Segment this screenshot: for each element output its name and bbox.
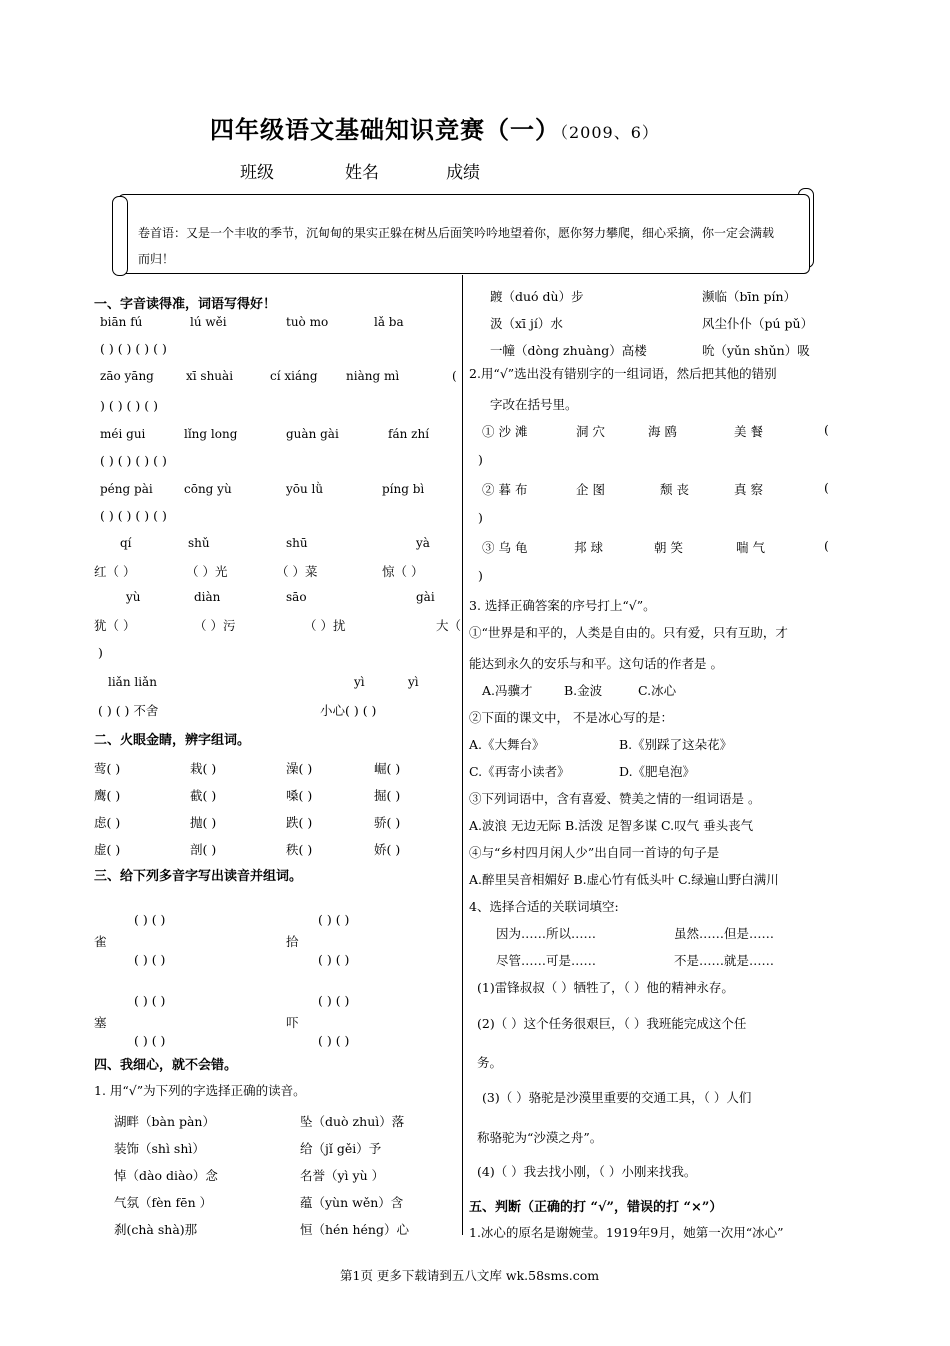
class-label: 班级 (240, 163, 274, 183)
fill-row[interactable] (94, 616, 462, 634)
option[interactable]: B.《别踩了这朵花》 (619, 737, 733, 752)
polyphone-char: 拾 (286, 934, 299, 949)
choice-item[interactable]: 给（jǐ gěi）予 (300, 1141, 382, 1156)
pinyin: péng pài (100, 482, 153, 496)
grid-cell[interactable]: 截( ) (190, 788, 217, 803)
grid-cell[interactable]: 剖( ) (190, 842, 217, 857)
pinyin-row (100, 315, 404, 329)
conjunction: 不是……就是…… (674, 953, 775, 968)
grid-cell[interactable]: 娇( ) (374, 842, 401, 857)
choice-row (490, 283, 797, 310)
pinyin: shǔ (188, 536, 210, 550)
q3a: ①“世界是和平的，人类是自由的。只有爱，只有互助，才 (469, 625, 788, 640)
name-label: 姓名 (345, 163, 380, 183)
pinyin: zāo yāng (100, 369, 154, 383)
word[interactable]: 喘 气 (736, 540, 765, 555)
grid-cell[interactable]: 嗓( ) (286, 788, 313, 803)
answer-paren[interactable]: ( (824, 480, 829, 495)
score-label: 成绩 (446, 163, 481, 183)
title-text: 四年级语文基础知识竞赛（一） (210, 115, 560, 144)
fill-row[interactable] (94, 562, 424, 580)
pinyin: gài (416, 590, 435, 604)
q4-3[interactable]: (3)（ ）骆驼是沙漠里重要的交通工具，（ ）人们 (482, 1090, 752, 1105)
section-2-grid (94, 755, 401, 863)
choice-item[interactable]: 蕴（yùn wěn）含 (300, 1195, 404, 1210)
pinyin: shū (286, 536, 308, 550)
pinyin: liǎn liǎn (108, 675, 157, 689)
choice-row (490, 310, 814, 337)
choice-row (490, 337, 810, 364)
pinyin-row (100, 427, 430, 441)
fill-item[interactable]: 惊（ ） (382, 564, 424, 579)
q4-2b: 务。 (477, 1055, 503, 1070)
page-footer: 第1页 更多下载请到五八文库 wk.58sms.com (340, 1268, 600, 1283)
polyphone-blank[interactable]: ( ) ( ) (134, 993, 166, 1008)
answer-paren-close: ) (478, 568, 483, 583)
choice-row (114, 1162, 385, 1189)
choice-item[interactable]: 气氛（fèn fēn ） (114, 1195, 213, 1210)
word[interactable]: ① 沙 滩 (482, 424, 528, 439)
section-2-heading: 二、火眼金睛，辨字组词。 (94, 733, 251, 748)
pinyin: qí (120, 536, 132, 550)
choice-item[interactable]: 湖畔（bàn pàn） (114, 1114, 215, 1129)
word-group-row (482, 422, 832, 440)
q4-4[interactable]: (4)（ ）我去找小刚，（ ）小刚来找我。 (477, 1164, 697, 1179)
grid-cell[interactable]: 虑( ) (94, 815, 121, 830)
answer-paren[interactable]: ( (824, 538, 829, 553)
pinyin: píng bì (382, 482, 425, 496)
fill-item[interactable]: 红（ ） (94, 564, 136, 579)
conjunction-row (496, 924, 775, 942)
word[interactable]: 企 图 (576, 482, 605, 497)
word[interactable]: ② 暮 布 (482, 482, 528, 497)
word[interactable]: 邦 球 (574, 540, 603, 555)
option[interactable]: C.冰心 (638, 683, 677, 698)
question-4-3: 3. 选择正确答案的序号打上“√”。 (469, 598, 656, 613)
choice-row (114, 1216, 409, 1243)
choice-item[interactable]: 悼（dào diào）念 (114, 1168, 218, 1183)
question-4-2b: 字改在括号里。 (490, 397, 578, 412)
fill-row[interactable] (98, 701, 377, 719)
answer-paren-close: ) (478, 452, 483, 467)
pinyin: xī shuài (186, 369, 234, 383)
grid-cell[interactable]: 虚( ) (94, 842, 121, 857)
q4-3b: 称骆驼为“沙漠之舟”。 (477, 1130, 603, 1145)
question-4-2: 2.用“√”选出没有错别字的一组词语，然后把其他的错别 (469, 366, 777, 381)
pinyin: lǐng long (184, 427, 238, 441)
grid-cell[interactable]: 澡( ) (286, 761, 313, 776)
choice-item[interactable]: 一幢（dòng zhuàng）高楼 (490, 343, 647, 358)
fill-item[interactable]: （ ）扰 (304, 618, 346, 633)
fill-item[interactable]: 大（ (436, 618, 462, 633)
word[interactable]: ③ 乌 龟 (482, 540, 528, 555)
choice-row (114, 1189, 404, 1216)
fill-item[interactable]: ( ) ( ) 不舍 (98, 703, 159, 718)
polyphone-blank[interactable]: ( ) ( ) (318, 952, 350, 967)
choice-item[interactable]: 吮（yǔn shǔn）吸 (702, 343, 810, 358)
word[interactable]: 朝 笑 (654, 540, 683, 555)
grid-cell[interactable]: 抛( ) (190, 815, 217, 830)
grid-row (94, 755, 401, 782)
q3b-options (469, 735, 733, 753)
q3a-options (482, 681, 677, 699)
grid-cell[interactable]: 秩( ) (286, 842, 313, 857)
section-3-heading: 三、给下列多音字写出读音并组词。 (94, 869, 303, 884)
word[interactable]: 洞 穴 (576, 424, 605, 439)
pinyin: niàng mì (346, 369, 400, 383)
option[interactable]: A.冯骥才 (482, 683, 533, 698)
conjunction: 尽管……可是…… (496, 953, 597, 968)
polyphone-blank[interactable]: ( ) ( ) (318, 993, 350, 1008)
word[interactable]: 美 餐 (734, 424, 763, 439)
choice-item[interactable]: 风尘仆仆（pú pǔ） (702, 316, 814, 331)
word[interactable]: 海 鸥 (648, 424, 677, 439)
polyphone-blank[interactable]: ( ) ( ) (134, 1033, 166, 1048)
pinyin-row (120, 536, 430, 550)
pinyin: cí xiáng (270, 369, 318, 383)
polyphone-blank[interactable]: ( ) ( ) (134, 952, 166, 967)
scroll-roll-left (112, 196, 128, 276)
option[interactable]: B.金波 (564, 683, 603, 698)
pinyin: tuò mo (286, 315, 329, 329)
section-1-heading: 一、字音读得准，词语写得好！ (94, 297, 277, 312)
pinyin: méi gui (100, 427, 146, 441)
answer-blanks[interactable]: ) ( ) ( ) ( ) (100, 398, 158, 413)
pinyin: ( (452, 369, 457, 383)
word-group-row (482, 538, 832, 556)
choice-row (114, 1108, 405, 1135)
grid-cell[interactable]: 跌( ) (286, 815, 313, 830)
pinyin: fán zhí (388, 427, 430, 441)
choice-item[interactable]: 踱（duó dù）步 (490, 289, 584, 304)
choice-item[interactable]: 刹(chà shà)那 (114, 1222, 198, 1237)
intro-text: 卷首语：又是一个丰收的季节，沉甸甸的果实正躲在树丛后面笑吟吟地望着你，愿你努力攀爬，细心采摘，你一定会满载而归！ (138, 226, 775, 266)
grid-cell[interactable]: 鹰( ) (94, 788, 121, 803)
q3b: ②下面的课文中， 不是冰心写的是： (469, 710, 673, 725)
section-4-heading: 四、我细心，就不会错。 (94, 1058, 238, 1073)
q3d: ④与“乡村四月闲人少”出自同一首诗的句子是 (469, 845, 720, 860)
option[interactable]: C.《再寄小读者》 (469, 764, 570, 779)
pinyin: lú wěi (190, 315, 227, 329)
reading-choices (114, 1108, 409, 1243)
grid-cell[interactable]: 栽( ) (190, 761, 217, 776)
grid-cell[interactable]: 莺( ) (94, 761, 121, 776)
polyphone-char: 吓 (286, 1015, 299, 1030)
polyphone-char: 雀 (94, 934, 107, 949)
pinyin: yōu lǜ (286, 482, 324, 496)
choice-item[interactable]: 装饰（shì shì） (114, 1141, 205, 1156)
conjunction: 因为……所以…… (496, 926, 597, 941)
q3c-options[interactable]: A.波浪 无边无际 B.活泼 足智多谋 C.叹气 垂头丧气 (469, 818, 754, 833)
answer-blanks[interactable]: ( ) ( ) ( ) ( ) (100, 341, 167, 356)
pinyin-row (126, 590, 435, 604)
conjunction-row (496, 951, 775, 969)
polyphone-blank[interactable]: ( ) ( ) (134, 912, 166, 927)
pinyin: sāo (286, 590, 307, 604)
grid-row (94, 836, 401, 863)
pinyin: yì (354, 675, 365, 689)
fill-item[interactable]: （ ）污 (194, 618, 236, 633)
conjunction: 虽然……但是…… (674, 926, 775, 941)
choice-item[interactable]: 坠（duò zhuì）落 (300, 1114, 405, 1129)
fill-close: ) (98, 645, 103, 660)
pinyin: cōng yù (184, 482, 232, 496)
pinyin-row (108, 675, 419, 689)
answer-blanks[interactable]: ( ) ( ) ( ) ( ) (100, 508, 167, 523)
grid-row (94, 782, 401, 809)
q3d-options[interactable]: A.醉里吴音相媚好 B.虚心竹有低头叶 C.绿遍山野白满川 (469, 872, 779, 887)
grid-cell[interactable]: 掘( ) (374, 788, 401, 803)
polyphone-blank[interactable]: ( ) ( ) (318, 912, 350, 927)
option[interactable]: A.《大舞台》 (469, 737, 545, 752)
choice-item[interactable]: 恒（hén héng）心 (300, 1222, 409, 1237)
fill-item[interactable]: （ ）光 (186, 564, 228, 579)
pinyin-row (100, 482, 425, 496)
answer-blanks[interactable]: ( ) ( ) ( ) ( ) (100, 453, 167, 468)
pinyin: diàn (194, 590, 221, 604)
choice-row (114, 1135, 382, 1162)
option[interactable]: D.《肥皂泡》 (619, 764, 696, 779)
title-date: （2009、6） (560, 123, 659, 142)
pinyin: lǎ ba (374, 315, 404, 329)
page-title (210, 110, 659, 145)
student-info (240, 158, 525, 183)
pinyin: yù (126, 590, 141, 604)
q3b-options-2 (469, 762, 696, 780)
column-divider (462, 275, 463, 1235)
s5-q1: 1.冰心的原名是谢婉莹。1919年9月，她第一次用“冰心” (469, 1225, 784, 1240)
fill-item[interactable]: 犹（ ） (94, 618, 136, 633)
answer-paren[interactable]: ( (824, 422, 829, 437)
pinyin: guàn gài (286, 427, 339, 441)
reading-choices-cont (490, 283, 814, 364)
fill-item[interactable]: （ ）菜 (276, 564, 318, 579)
q4-1[interactable]: (1)雷锋叔叔（ ）牺牲了，（ ）他的精神永存。 (477, 980, 734, 995)
choice-item[interactable]: 汲（xī jí）水 (490, 316, 563, 331)
grid-cell[interactable]: 崛( ) (374, 761, 401, 776)
word[interactable]: 真 察 (734, 482, 763, 497)
word-group-row (482, 480, 832, 498)
pinyin: biān fú (100, 315, 143, 329)
pinyin: yà (416, 536, 430, 550)
polyphone-blank[interactable]: ( ) ( ) (318, 1033, 350, 1048)
polyphone-char: 塞 (94, 1015, 107, 1030)
question-4-4: 4、选择合适的关联词填空: (469, 899, 619, 914)
pinyin-row (100, 369, 457, 383)
pinyin: yì (408, 675, 419, 689)
choice-item[interactable]: 名誉（yì yù ） (300, 1168, 385, 1183)
question-4-1: 1. 用“√”为下列的字选择正确的读音。 (94, 1083, 306, 1098)
grid-row (94, 809, 401, 836)
word[interactable]: 颓 丧 (660, 482, 689, 497)
choice-item[interactable]: 濒临（bīn pín） (702, 289, 797, 304)
q4-2[interactable]: (2)（ ）这个任务很艰巨，（ ）我班能完成这个任 (477, 1016, 747, 1031)
answer-paren-close: ) (478, 510, 483, 525)
grid-cell[interactable]: 骄( ) (374, 815, 401, 830)
section-5-heading: 五、判断（正确的打 “√”，错误的打 “×”） (469, 1200, 723, 1215)
q3c: ③下列词语中，含有喜爱、赞美之情的一组词语是 。 (469, 791, 761, 806)
q3a2: 能达到永久的安乐与和平。这句话的作者是 。 (469, 656, 723, 671)
fill-item[interactable]: 小心( ) ( ) (320, 703, 377, 718)
